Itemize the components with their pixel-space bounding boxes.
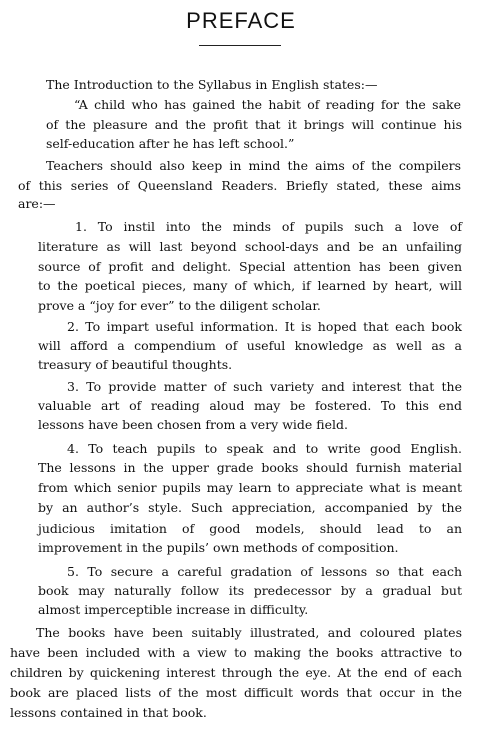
text-line: literature as will last beyond school-days and be an unfailing — [38, 239, 462, 254]
text-line: source of profit and delight. Special attention has been given — [38, 259, 462, 274]
text-line: children by quickening interest through the eye. At the end of each — [10, 665, 462, 680]
text-line: book may naturally follow its predecessor by a gradual but — [38, 583, 462, 598]
text-line: Teachers should also keep in mind the aims of the compilers — [46, 158, 461, 173]
text-line: by an author’s style. Such appreciation, accompanied by the — [38, 500, 462, 515]
text-line: have been included with a view to making the books attractive to — [10, 645, 462, 660]
text-line: to the poetical pieces, many of which, if learned by heart, will — [38, 278, 462, 293]
title-underline — [199, 45, 281, 46]
text-line: are:— — [18, 196, 56, 211]
text-line: from which senior pupils may learn to appreciate what is meant — [38, 480, 462, 495]
text-line: treasury of beautiful thoughts. — [38, 357, 233, 372]
text-line: prove a “joy for ever” to the diligent scholar. — [38, 298, 321, 313]
text-line: The lessons in the upper grade books should furnish material — [38, 460, 462, 475]
text-line: lessons contained in that book. — [10, 705, 207, 720]
text-line: of the pleasure and the profit that it brings will continue his — [46, 117, 462, 132]
text-line: improvement in the pupils’ own methods of composition. — [38, 540, 399, 555]
text-line: valuable art of reading aloud may be fostered. To this end — [38, 398, 462, 413]
text-line: 1. To instil into the minds of pupils such a love of — [75, 219, 462, 234]
text-line: lessons have been chosen from a very wide field. — [38, 417, 348, 432]
text-line: The books have been suitably illustrated, and coloured plates — [36, 625, 462, 640]
text-line: almost imperceptible increase in difficulty. — [38, 602, 309, 617]
text-line: “A child who has gained the habit of reading for the sake — [74, 97, 461, 112]
text-line: 2. To impart useful information. It is hoped that each book — [67, 319, 462, 334]
text-line: self-education after he has left school.” — [46, 136, 295, 151]
text-line: will afford a compendium of useful knowledge as well as a — [38, 338, 462, 353]
text-line: 4. To teach pupils to speak and to write good English. — [67, 441, 462, 456]
page-title: PREFACE — [186, 8, 296, 33]
text-line: judicious imitation of good models, should lead to an — [38, 521, 462, 536]
text-line: of this series of Queensland Readers. Briefly stated, these aims — [18, 178, 461, 193]
text-line: book are placed lists of the most difficult words that occur in the — [10, 685, 462, 700]
text-line: 5. To secure a careful gradation of lessons so that each — [67, 564, 462, 579]
text-line: 3. To provide matter of such variety and interest that the — [67, 379, 462, 394]
text-line: The Introduction to the Syllabus in English states:— — [46, 77, 378, 92]
